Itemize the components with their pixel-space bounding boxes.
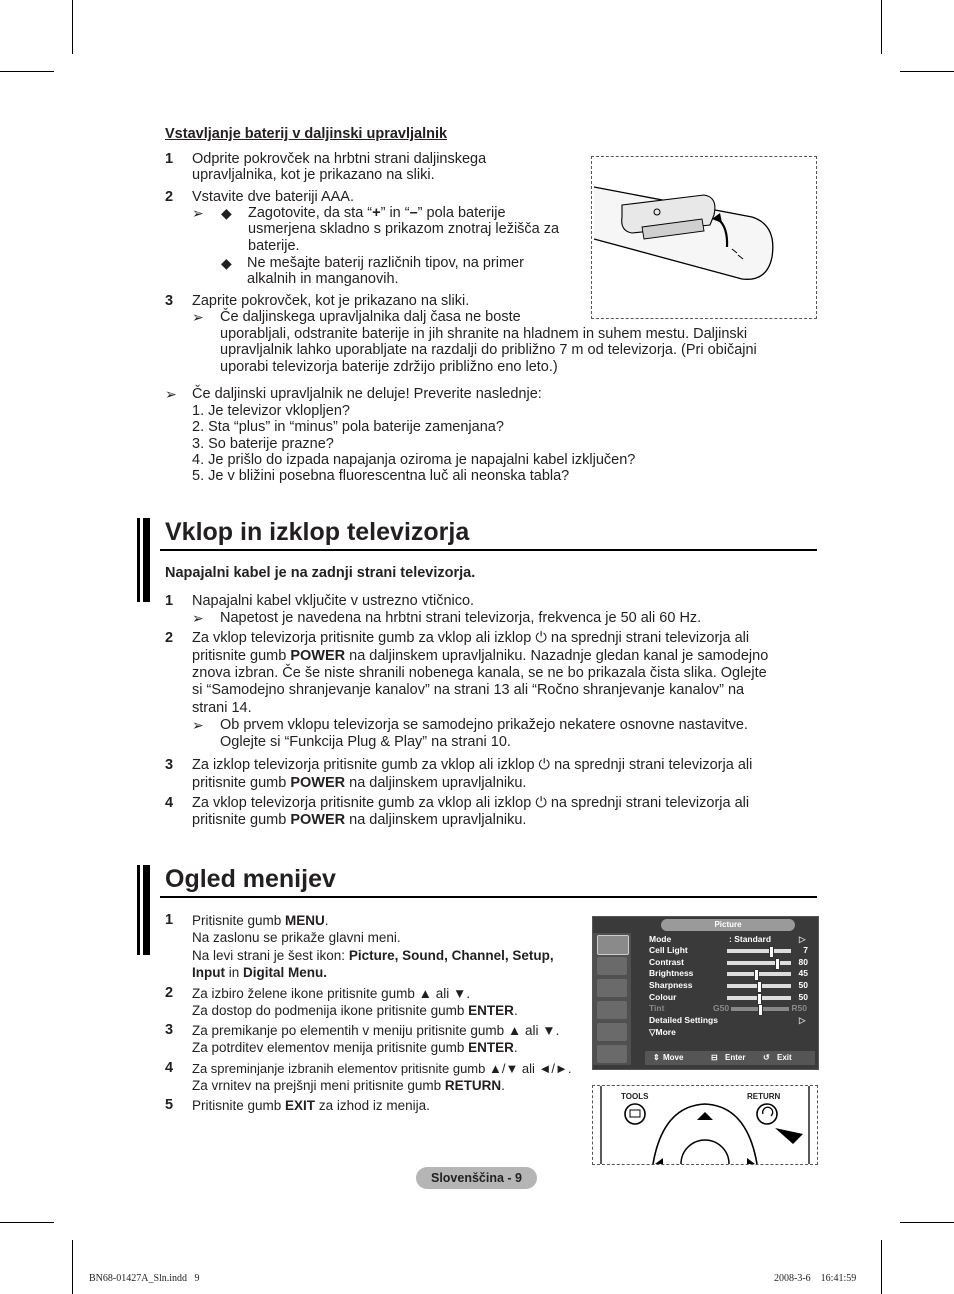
print-date: 2008-3-6 16:41:59	[774, 1273, 857, 1284]
section-title-menus: Ogled menijev	[165, 865, 336, 893]
footer-move: Move	[663, 1053, 684, 1062]
move-icon: ⇕	[653, 1053, 660, 1062]
remote-battery-illustration	[591, 156, 817, 319]
step-number: 1	[165, 593, 174, 609]
step-number: 4	[165, 795, 174, 811]
power-step-2: pritisnite gumb POWER na daljinskem upravljalniku. Nazadnje gledan kanal je samodejno	[192, 648, 769, 664]
battery-note: baterije.	[248, 238, 300, 254]
battery-step-1: Odprite pokrovček na hrbtni strani daljinskega	[192, 151, 487, 167]
diamond-bullet-icon: ◆	[221, 205, 232, 221]
battery-note: Ne mešajte baterij različnih tipov, na primer	[247, 255, 524, 271]
note-arrow-icon: ➢	[192, 309, 204, 325]
power-step-2: strani 14.	[192, 700, 252, 716]
menus-step-3: Za potrditev elementov menija pritisnite gumb ENTER.	[192, 1040, 518, 1055]
slider-knob	[775, 958, 780, 970]
step-number: 4	[165, 1060, 174, 1076]
crop-mark	[900, 71, 954, 72]
page-label: Slovenščina - 9	[416, 1167, 537, 1189]
footer-enter: Enter	[725, 1053, 746, 1062]
troubleshoot-list: 5. Je v bližini posebna fluorescentna luč ali neonska tabla?	[192, 468, 570, 484]
menu-row-mode[interactable]: Mode	[649, 934, 672, 944]
menus-step-2: Za izbiro želene ikone pritisnite gumb ▲ ali ▼.	[192, 986, 471, 1001]
power-step-4: pritisnite gumb POWER na daljinskem upravljalniku.	[192, 812, 527, 828]
tv-picture-menu	[592, 916, 819, 1070]
troubleshoot-list: Če daljinski upravljalnik ne deluje! Preverite naslednje:	[192, 386, 542, 402]
chevron-right-icon: ▷	[799, 934, 806, 944]
menu-row-value: 80	[798, 957, 808, 967]
power-step-2: znova izbran. Če še niste shranili nobenega kanala, se ne bo prikazala čista slika. Oglejte	[192, 665, 767, 681]
title-rule	[160, 896, 817, 898]
note-arrow-icon: ➢	[192, 610, 204, 626]
power-step-2: Za vklop televizorja pritisnite gumb za vklop ali izklop ⏻ na sprednji strani televizorja ali	[192, 630, 750, 646]
footer-exit: Exit	[777, 1053, 792, 1062]
battery-heading: Vstavljanje baterij v daljinski upravljalnik	[165, 126, 448, 142]
troubleshoot-list: 4. Je prišlo do izpada napajanja oziroma je napajalni kabel izključen?	[192, 452, 636, 468]
setup-icon[interactable]	[597, 1001, 627, 1019]
power-symbol-icon: ⏻	[535, 630, 547, 646]
power-step-2: si “Samodejno shranjevanje kanalov” na strani 13 ali “Ročno shranjevanje kanalov” na	[192, 682, 745, 698]
crop-mark	[0, 1222, 54, 1223]
battery-note: Zagotovite, da sta “+” in “–” pola baterije	[248, 205, 506, 221]
menu-row-value: 50	[798, 980, 808, 990]
power-note: Napetost je navedena na hrbtni strani televizorja, frekvenca je 50 ali 60 Hz.	[220, 610, 702, 626]
menu-row-tint: Tint	[649, 1003, 665, 1013]
menu-row-detailed-settings[interactable]: Detailed Settings	[649, 1015, 718, 1025]
menu-row-more[interactable]: ▽More	[649, 1027, 676, 1037]
slider-knob	[758, 1004, 763, 1016]
step-number: 5	[165, 1097, 174, 1113]
menus-step-4: Za spreminjanje izbranih elementov pritisnite gumb ▲/▼ ali ◄/►.	[192, 1061, 572, 1076]
crop-mark	[900, 1222, 954, 1223]
battery-step-1: upravljalnika, kot je prikazano na sliki.	[192, 167, 435, 183]
battery-note: upravljalnik lahko uporabljate na razdalji do približno 7 m od televizorja. (Pri običajni	[220, 342, 757, 358]
battery-note: alkalnih in manganovih.	[247, 271, 399, 287]
section-title-power: Vklop in izklop televizorja	[165, 518, 470, 546]
input-icon[interactable]	[597, 1023, 627, 1041]
section-bar	[137, 865, 140, 955]
menu-row-mode-value: : Standard	[729, 934, 772, 944]
menus-step-1: Na zaslonu se prikaže glavni meni.	[192, 930, 401, 945]
power-step-3: pritisnite gumb POWER na daljinskem upravljalniku.	[192, 775, 527, 791]
slider-knob	[754, 969, 759, 981]
menus-step-2: Za dostop do podmenija ikone pritisnite gumb ENTER.	[192, 1003, 518, 1018]
slider[interactable]	[727, 949, 791, 953]
slider-knob	[769, 946, 774, 958]
step-number: 2	[165, 630, 174, 646]
enter-icon: ⊟	[711, 1053, 718, 1062]
troubleshoot-list: 3. So baterije prazne?	[192, 436, 334, 452]
tools-button-label: TOOLS	[621, 1092, 649, 1101]
battery-step-2: Vstavite dve bateriji AAA.	[192, 189, 354, 205]
menu-row-value: 7	[803, 945, 808, 955]
power-step-3: Za izklop televizorja pritisnite gumb za vklop ali izklop ⏻ na sprednji strani televizorja ali	[192, 757, 753, 773]
note-arrow-icon: ➢	[192, 717, 204, 733]
picture-icon[interactable]	[597, 935, 629, 955]
battery-note: usmerjena skladno s prikazom znotraj ležišča za	[248, 221, 560, 237]
menus-step-1: Pritisnite gumb MENU.	[192, 913, 329, 928]
power-subheading: Napajalni kabel je na zadnji strani televizorja.	[165, 565, 476, 581]
menu-row-tint-left: G50	[713, 1003, 730, 1013]
menu-row-colour[interactable]: Colour	[649, 992, 677, 1002]
battery-note: uporabljali, odstranite baterije in jih shranite na hladnem in suhem mestu. Daljinski	[220, 326, 748, 342]
slider[interactable]	[727, 961, 791, 965]
menu-row-cell-light[interactable]: Cell Light	[649, 945, 688, 955]
sound-icon[interactable]	[597, 957, 627, 975]
menu-row-value: R50	[791, 1003, 807, 1013]
return-button-label: RETURN	[747, 1092, 781, 1101]
note-arrow-icon: ➢	[165, 386, 177, 402]
battery-note: Če daljinskega upravljalnika dalj časa ne boste	[220, 309, 521, 325]
menus-step-3: Za premikanje po elementih v meniju pritisnite gumb ▲ ali ▼.	[192, 1023, 560, 1038]
section-bar	[137, 518, 140, 602]
slider	[731, 1007, 789, 1011]
power-step-4: Za vklop televizorja pritisnite gumb za vklop ali izklop ⏻ na sprednji strani televizorja ali	[192, 795, 750, 811]
return-icon: ↺	[763, 1053, 770, 1062]
remote-buttons-illustration	[592, 1085, 818, 1165]
power-symbol-icon: ⏻	[535, 795, 547, 811]
digital-menu-icon[interactable]	[597, 1045, 627, 1063]
step-number: 1	[165, 151, 174, 167]
step-number: 3	[165, 1022, 174, 1038]
crop-mark	[0, 71, 54, 72]
battery-step-3: Zaprite pokrovček, kot je prikazano na sliki.	[192, 293, 470, 309]
menu-icon-column	[593, 933, 631, 1065]
menu-row-contrast[interactable]: Contrast	[649, 957, 684, 967]
title-rule	[160, 549, 817, 551]
diamond-bullet-icon: ◆	[221, 255, 232, 271]
note-arrow-icon: ➢	[192, 205, 204, 221]
menu-row-brightness[interactable]: Brightness	[649, 968, 694, 978]
menus-step-1: Na levi strani je šest ikon: Picture, Sound, Channel, Setup,	[192, 948, 554, 963]
troubleshoot-list: 2. Sta “plus” in “minus” pola baterije zamenjana?	[192, 419, 504, 435]
menus-step-5: Pritisnite gumb EXIT za izhod iz menija.	[192, 1098, 430, 1113]
menus-step-4: Za vrnitev na prejšnji meni pritisnite gumb RETURN.	[192, 1078, 505, 1093]
step-number: 1	[165, 912, 174, 928]
section-bar	[143, 865, 150, 955]
troubleshoot-list: 1. Je televizor vklopljen?	[192, 403, 350, 419]
step-number: 2	[165, 985, 174, 1001]
crop-mark	[72, 1240, 73, 1294]
channel-icon[interactable]	[597, 979, 627, 997]
file-info: BN68-01427A_Sln.indd 9	[89, 1273, 200, 1284]
slider[interactable]	[727, 996, 791, 1000]
menu-footer	[645, 1051, 815, 1065]
crop-mark	[72, 0, 73, 54]
menus-step-1: Input in Digital Menu.	[192, 965, 328, 980]
step-number: 3	[165, 293, 174, 309]
menu-row-value: 45	[798, 968, 808, 978]
battery-note: uporabi televizorja baterije zdržijo približno eno leto.)	[220, 359, 558, 375]
power-symbol-icon: ⏻	[538, 757, 551, 773]
step-number: 3	[165, 757, 174, 773]
slider[interactable]	[727, 984, 791, 988]
crop-mark	[881, 1240, 882, 1294]
menu-row-sharpness[interactable]: Sharpness	[649, 980, 693, 990]
step-number: 2	[165, 189, 174, 205]
menu-title: Picture	[661, 919, 795, 931]
slider-knob	[757, 981, 762, 993]
power-note: Ob prvem vklopu televizorja se samodejno prikažejo nekatere osnovne nastavitve.	[220, 717, 748, 733]
section-bar	[143, 518, 150, 602]
power-note: Oglejte si “Funkcija Plug & Play” na strani 10.	[220, 734, 511, 750]
power-step-1: Napajalni kabel vključite v ustrezno vtičnico.	[192, 593, 475, 609]
chevron-right-icon: ▷	[799, 1015, 806, 1025]
remote-drawing	[592, 157, 816, 318]
menu-row-value: 50	[798, 992, 808, 1002]
crop-mark	[881, 0, 882, 54]
slider[interactable]	[727, 972, 791, 976]
